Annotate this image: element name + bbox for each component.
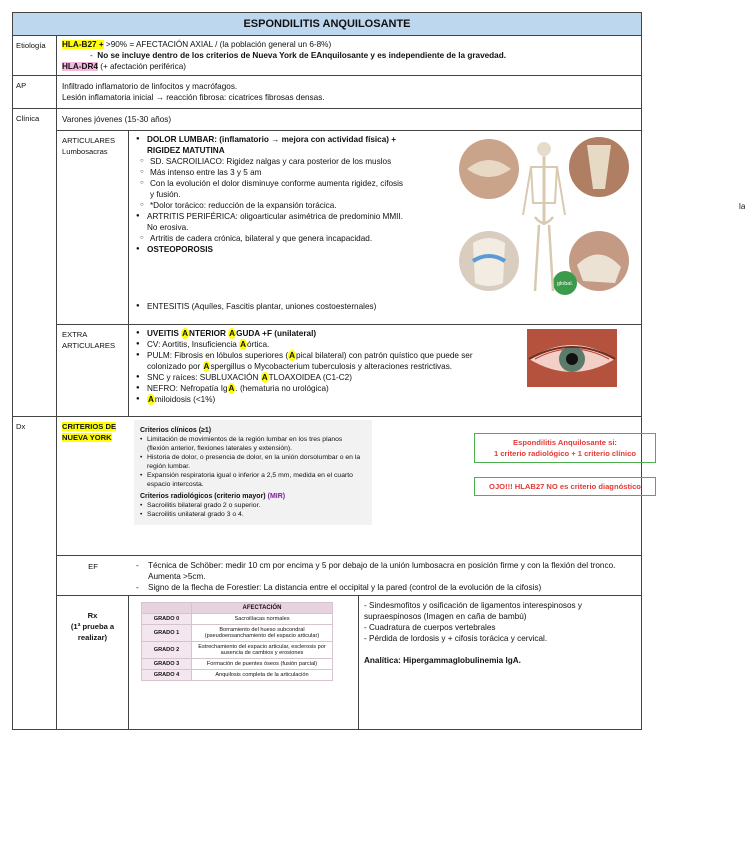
eye-image: [527, 329, 617, 387]
hla-b27-highlight: HLA-B27 +: [62, 40, 104, 49]
clinica-content: [57, 109, 745, 416]
ef-label: EF: [88, 562, 98, 571]
etiologia-content: [57, 36, 641, 75]
side-text: la: [739, 202, 745, 211]
rx-grade-cell: [129, 596, 359, 729]
title-row: [13, 13, 641, 35]
extraarticulares-label: EXTRA ARTICULARES: [57, 325, 129, 416]
hla-warning-box: OJO!!! HLAB27 NO es criterio diagnóstico: [474, 477, 656, 496]
list-item: ● CV: Aortitis, Insuficiencia Aórtica.: [134, 339, 509, 350]
rx-finding: - Sindesmofitos y osificación de ligamentos interespinosos y supraespinosos (Imagen en caña de bambú): [364, 601, 582, 621]
list-item: • Historia de dolor, o presencia de dolor, en la unión dorsolumbar o en la región lumbar.: [140, 453, 366, 471]
etiologia-line2-text: No se incluye dentro de los criterios de Nueva York de EAnquilosante y es independiente de la gravedad.: [97, 51, 507, 60]
grades-table-header: AFECTACIÓN: [192, 603, 333, 614]
mir-tag: (MIR): [267, 493, 286, 500]
rx-label-cell: [57, 596, 129, 729]
ap-content: [57, 76, 641, 108]
dx-content: [57, 417, 641, 729]
document-sheet: [12, 12, 745, 730]
list-item: ● ENTESITIS (Aquíles, Fascitis plantar, uniones costoesternales): [134, 301, 474, 312]
dx-row: [13, 416, 641, 729]
ap-line2: Lesión inflamatoria inicial → reacción fibrosa: cicatrices fibrosas densas.: [62, 93, 325, 102]
clinica-intro: Varones jóvenes (15-30 años): [62, 115, 172, 124]
grades-table: [141, 602, 333, 681]
articulares-label: ARTICULARES Lumbosacras: [57, 131, 129, 324]
ef-list: [134, 560, 636, 593]
table-row: GRADO 4 Anquilosis completa de la articulación: [142, 670, 333, 681]
dx-label: Dx: [13, 417, 57, 729]
watermark-text: global.: [556, 281, 574, 287]
articulares-sublist-1: [140, 156, 404, 211]
extraarticulares-row: [57, 324, 641, 416]
extraarticulares-content: [129, 325, 641, 416]
articulares-list: [134, 134, 404, 156]
etiologia-line3-text: (+ afectación periférica): [97, 62, 186, 71]
ap-row: [13, 75, 641, 108]
etiologia-line2: - No se incluye dentro de los criterios de Nueva York de EAnquilosante y es independiente de la gravedad.: [90, 51, 507, 60]
rx-finding: - Cuadratura de cuerpos vertebrales: [364, 623, 496, 632]
ap-line1: Infiltrado inflamatorio de linfocitos y macrófagos.: [62, 82, 238, 91]
list-item: ● NEFRO: Nefropatía IgA. (hematuria no urológica): [134, 383, 509, 394]
articulares-content: [129, 131, 745, 324]
etiologia-label: Etiología: [13, 36, 57, 75]
table-row: GRADO 1 Borramiento del hueso subcondral (pseudoensanchamiento del espacio articular): [142, 625, 333, 642]
ap-label: AP: [13, 76, 57, 108]
extraarticulares-list: [134, 328, 509, 405]
criterios-label-cell: [57, 417, 129, 555]
diagnosis-box: [474, 433, 656, 463]
spine-illustration: [459, 133, 629, 301]
list-item: ○ SD. SACROILIACO: Rigidez nalgas y cara posterior de los muslos: [140, 156, 404, 167]
criterios-row: [57, 417, 641, 555]
list-item: ● ARTRITIS PERIFÉRICA: oligoarticular asimétrica de predominio MMII. No erosiva.: [134, 211, 404, 233]
clinica-row: [13, 108, 745, 416]
table-row: GRADO 3 Formación de puentes óseos (fusión parcial): [142, 659, 333, 670]
etiologia-row: [13, 35, 641, 75]
etiologia-line1: [62, 39, 636, 50]
list-item: ● Amiloidosis (<1%): [134, 394, 509, 405]
criterios-label: CRITERIOS DE NUEVA YORK: [62, 422, 117, 442]
clinicos-list: [140, 435, 366, 489]
ef-content: [129, 556, 641, 595]
page-title: ESPONDILITIS ANQUILOSANTE: [13, 13, 641, 35]
list-item: ○ Más intenso entre las 3 y 5 am: [140, 167, 404, 178]
list-item: ○ *Dolor torácico: reducción de la expansión torácica.: [140, 200, 404, 211]
radiologicos-title: Criterios radiológicos (criterio mayor): [140, 493, 266, 500]
list-item: - Signo de la flecha de Forestier: La distancia entre el occipital y la pared (control de la evolución de la cifosis): [134, 582, 636, 593]
table-row: GRADO 0 Sacroilíacas normales: [142, 614, 333, 625]
clinica-label: Clínica: [13, 109, 57, 416]
articulares-sublist-2: [140, 233, 404, 244]
table-row: GRADO 2 Estrechamiento del espacio articular, esclerosis por ausencia de cambios y erosiones: [142, 642, 333, 659]
list-item: ● PULM: Fibrosis en lóbulos superiores (Apical bilateral) con patrón quístico que puede ser colonizado por Aspergillus o Mycobacterium tuberculosis y alteraciones restrictivas.: [134, 350, 509, 372]
etiologia-line1-text: >90% = AFECTACIÓN AXIAL / (la población general un 6-8%): [103, 40, 332, 49]
list-item: ● OSTEOPOROSIS: [134, 244, 404, 255]
criterios-content: [129, 417, 641, 555]
rx-finding: - Pérdida de lordosis y + cifosis torácica y cervical.: [364, 634, 548, 643]
diagnosis-box-line1: Espondilitis Anquilosante si:: [513, 438, 617, 447]
rx-sublabel: (1ª prueba a realizar): [70, 622, 115, 642]
list-item: - Técnica de Schöber: medir 10 cm por encima y 5 por debajo de la unión lumbosacra en posición firme y con la flexión del tronco. Aumenta >5cm.: [134, 560, 636, 582]
list-item: • Sacroilitis unilateral grado 3 o 4.: [140, 510, 366, 519]
ef-row: [57, 555, 641, 595]
etiologia-line3: [62, 61, 636, 72]
analitica-text: Analítica: Hipergammaglobulinemia IgA.: [364, 656, 521, 665]
list-item: ● SNC y raíces: SUBLUXACIÓN ATLOAXOIDEA (C1-C2): [134, 372, 509, 383]
rx-findings: [359, 596, 641, 729]
list-item: • Sacroilitis bilateral grado 2 o superior.: [140, 501, 366, 510]
articulares-row: [57, 130, 745, 324]
list-item: ● UVEITIS ANTERIOR AGUDA +F (unilateral): [134, 328, 509, 339]
diagnosis-box-line2: 1 criterio radiológico + 1 criterio clínico: [493, 449, 636, 458]
list-item: • Expansión respiratoria igual o inferior a 2,5 mm, medida en el cuarto espacio intercosta.: [140, 471, 366, 489]
rx-label: Rx: [87, 611, 98, 620]
list-item: • Limitación de movimientos de la región lumbar en los tres planos (flexión anterior, flexiones laterales y extensión).: [140, 435, 366, 453]
list-item: ● DOLOR LUMBAR: (inflamatorio → mejora con actividad física) + RIGIDEZ MATUTINA: [134, 134, 404, 156]
list-item: ○ Con la evolución el dolor disminuye conforme aumenta rigidez, cifosis y fusión.: [140, 178, 404, 200]
hla-dr4-highlight: HLA-DR4: [62, 62, 98, 71]
clinicos-title: Criterios clínicos (≥1): [140, 427, 212, 434]
radiologicos-title-line: [140, 492, 366, 501]
list-item: ○ Artritis de cadera crónica, bilateral y que genera incapacidad.: [140, 233, 404, 244]
criteria-box: [134, 420, 372, 525]
radiologicos-list: [140, 501, 366, 519]
rx-row: [57, 595, 641, 729]
clinica-intro-row: [57, 109, 641, 130]
